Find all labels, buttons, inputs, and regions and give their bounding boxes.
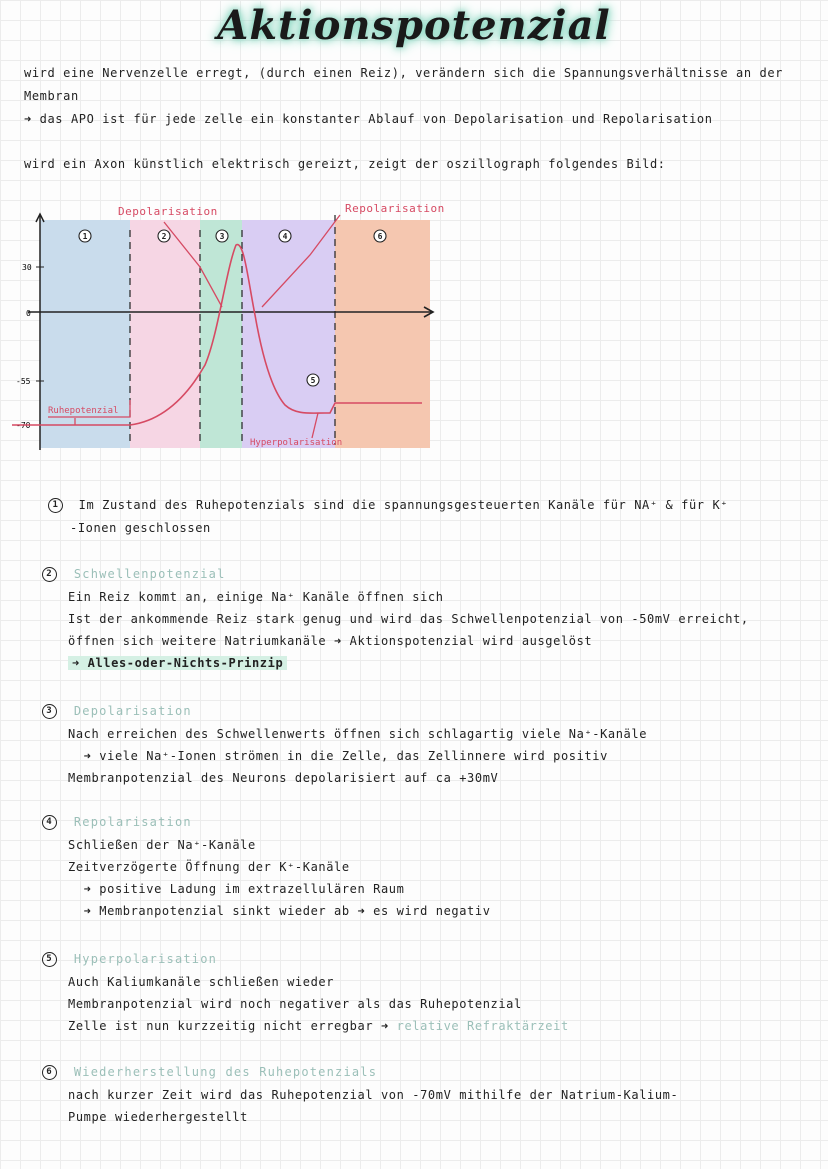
y-tick-minus-55: -55: [16, 377, 31, 386]
phase-number-3: 3: [219, 232, 225, 241]
section-number: 6: [42, 1065, 57, 1080]
section-2: [42, 567, 749, 670]
phase-number-6: 6: [377, 232, 383, 241]
section-line: Membranpotenzial wird noch negativer als das Ruhepotenzial: [68, 997, 522, 1011]
section-line: Nach erreichen des Schwellenwerts öffnen sich schlagartig viele Na⁺-Kanäle: [68, 727, 648, 741]
phase-number-1: 1: [82, 232, 88, 241]
phase-3-band: [200, 220, 242, 448]
section-heading: Depolarisation: [73, 704, 192, 718]
section-line: öffnen sich weitere Natriumkanäle ➜ Aktionspotenzial wird ausgelöst: [68, 634, 593, 648]
phase-6-band: [335, 220, 430, 448]
section-number: 5: [42, 952, 57, 967]
highlight-marker: ➜ Alles-oder-Nichts-Prinzip: [68, 656, 287, 670]
phase-number-2: 2: [161, 232, 167, 241]
section-heading: Wiederherstellung des Ruhepotenzials: [73, 1065, 378, 1079]
section-line: Im Zustand des Ruhepotenzials sind die spannungsgesteuerten Kanäle für NA⁺ & für K⁺: [78, 498, 729, 512]
section-line: Zeitverzögerte Öffnung der K⁺-Kanäle: [68, 860, 350, 874]
section-line: Auch Kaliumkanäle schließen wieder: [68, 975, 335, 989]
section-line: Ein Reiz kommt an, einige Na⁺ Kanäle öffnen sich: [68, 590, 444, 604]
section-4: [42, 815, 491, 918]
page-title: Aktionspotenzial: [217, 2, 611, 49]
section-line: ➜ positive Ladung im extrazellulären Raum: [68, 882, 405, 896]
section-6: [42, 1065, 678, 1124]
label-depolarisation: Depolarisation: [118, 205, 218, 218]
section-heading: Schwellenpotenzial: [73, 567, 226, 581]
section-1: [48, 498, 728, 535]
label-ruhepotenzial: Ruhepotenzial: [48, 406, 119, 416]
intro-line-3: ➜ das APO ist für jede zelle ein konstanter Ablauf von Depolarisation und Repolarisation: [24, 112, 713, 126]
label-repolarisation: Repolarisation: [345, 202, 445, 215]
section-heading: Hyperpolarisation: [73, 952, 218, 966]
section-line: ➜ viele Na⁺-Ionen strömen in die Zelle, das Zellinnere wird positiv: [68, 749, 608, 763]
section-heading: Repolarisation: [73, 815, 192, 829]
refractory-highlight: relative Refraktärzeit: [396, 1019, 569, 1033]
section-number: 3: [42, 704, 57, 719]
section-line: Zelle ist nun kurzzeitig nicht erregbar ➜: [68, 1019, 397, 1033]
intro-line-4: wird ein Axon künstlich elektrisch gereizt, zeigt der oszillograph folgendes Bild:: [24, 157, 666, 171]
section-number: 1: [48, 498, 63, 513]
phase-number-5: 5: [310, 376, 316, 385]
section-3: [42, 704, 647, 785]
section-line: Membranpotenzial des Neurons depolarisiert auf ca +30mV: [68, 771, 499, 785]
section-line: nach kurzer Zeit wird das Ruhepotenzial von -70mV mithilfe der Natrium-Kalium-: [68, 1088, 679, 1102]
section-line: ➜ Membranpotenzial sinkt wieder ab ➜ es wird negativ: [68, 904, 491, 918]
section-line: Schließen der Na⁺-Kanäle: [68, 838, 256, 852]
label-hyperpolarisation: Hyperpolarisation: [250, 438, 343, 448]
section-line: Ist der ankommende Reiz stark genug und wird das Schwellenpotenzial von -50mV erreicht,: [68, 612, 749, 626]
y-tick-30: 30: [22, 263, 32, 272]
y-tick-0: 0: [26, 309, 31, 318]
intro-line-1: wird eine Nervenzelle erregt, (durch einen Reiz), verändern sich die Spannungsverhältnisse an der: [24, 66, 783, 80]
section-line: Pumpe wiederhergestellt: [68, 1110, 248, 1124]
intro-line-2: Membran: [24, 89, 79, 103]
section-line: -Ionen geschlossen: [70, 521, 211, 535]
phase-number-4: 4: [282, 232, 288, 241]
y-tick-minus-70: -70: [16, 421, 31, 430]
action-potential-diagram: [0, 195, 828, 460]
section-number: 2: [42, 567, 57, 582]
section-number: 4: [42, 815, 57, 830]
section-5: [42, 952, 569, 1033]
